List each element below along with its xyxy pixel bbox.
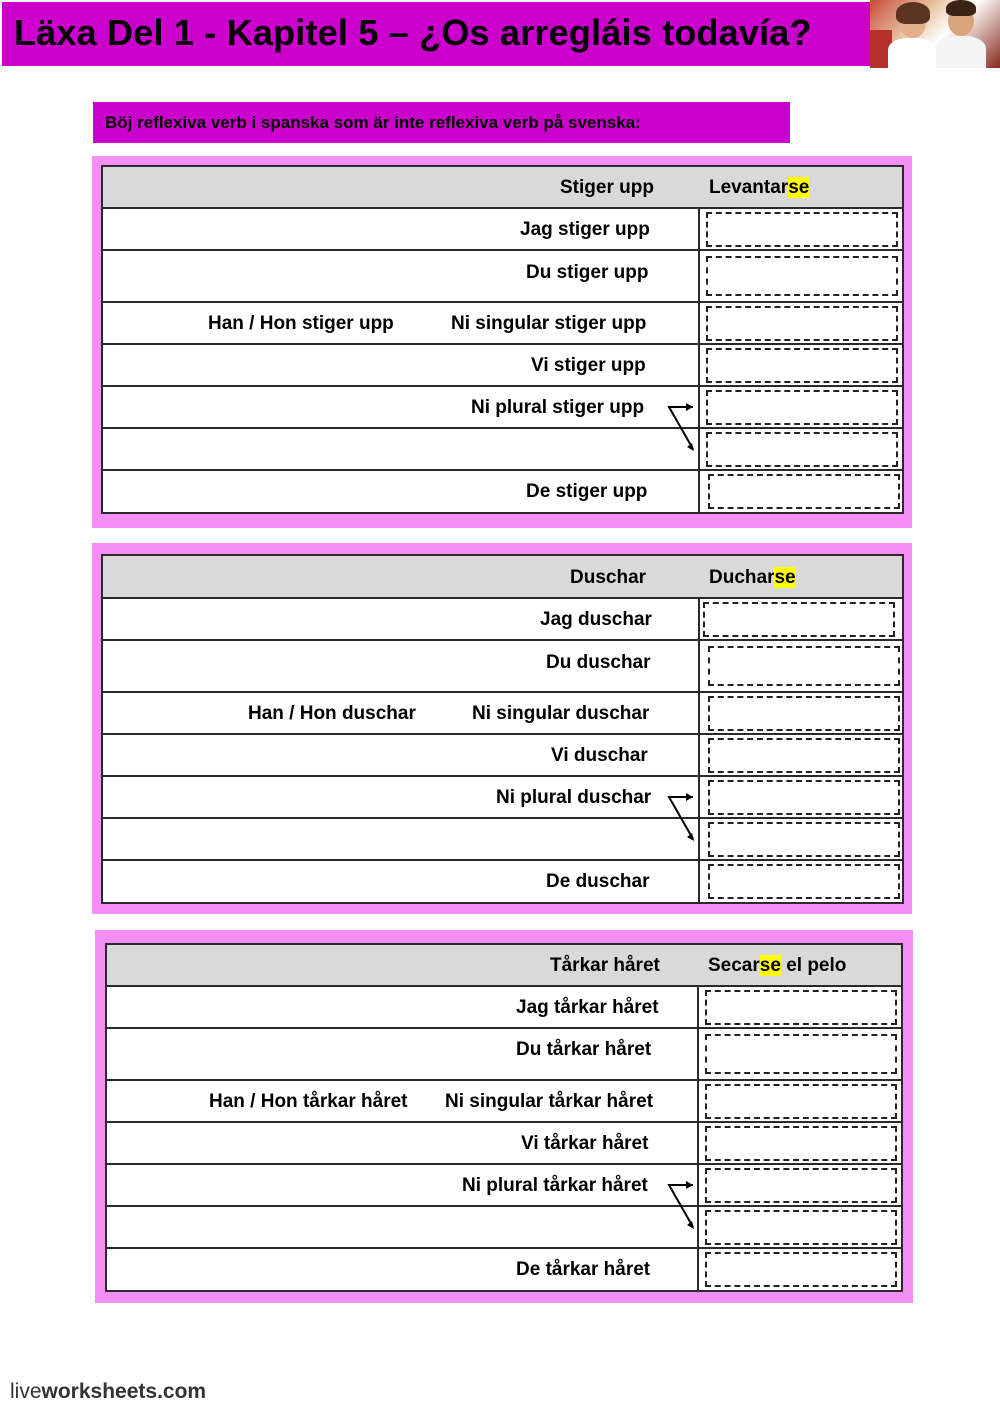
table-row xyxy=(103,209,902,251)
answer-box-de[interactable] xyxy=(708,864,900,899)
header-spanish: Levantarse xyxy=(709,177,810,198)
verb-table-3 xyxy=(105,943,903,1292)
table-header-row xyxy=(103,556,902,599)
answer-box-han-hon[interactable] xyxy=(705,1084,897,1119)
instruction-banner xyxy=(93,102,790,143)
table-row xyxy=(103,641,902,693)
verb-table-2 xyxy=(101,554,904,904)
verb-table-1 xyxy=(101,165,904,514)
footer-brand-tld: .com xyxy=(157,1380,207,1403)
table-row xyxy=(103,387,902,429)
table-row xyxy=(107,1249,901,1290)
row-ni-plural-label: Ni plural stiger upp xyxy=(471,397,645,418)
answer-box-han-hon[interactable] xyxy=(708,696,900,731)
answer-box-jag[interactable] xyxy=(705,990,897,1025)
answer-box-ni-plural-1[interactable] xyxy=(708,780,900,815)
answer-box-jag[interactable] xyxy=(703,602,895,637)
header-spanish: Secarse el pelo xyxy=(708,955,847,976)
header-swedish: Duschar xyxy=(570,567,647,588)
header-spanish: Ducharse xyxy=(709,567,796,588)
table-row xyxy=(107,1081,901,1123)
header-swedish: Tårkar håret xyxy=(550,955,660,976)
couple-photo-icon xyxy=(870,0,1000,68)
table-header-row xyxy=(107,945,901,987)
row-ni-singular-label: Ni singular duschar xyxy=(472,703,650,724)
answer-box-de[interactable] xyxy=(708,474,900,509)
page-title: Läxa Del 1 - Kapitel 5 – ¿Os arregláis todavía? xyxy=(14,12,812,53)
header-swedish: Stiger upp xyxy=(560,177,654,198)
table-row xyxy=(107,987,901,1029)
table-row xyxy=(103,303,902,345)
title-bar xyxy=(2,2,870,66)
table-row xyxy=(103,777,902,819)
row-han-hon-label: Han / Hon duschar xyxy=(248,703,416,724)
row-de-label: De tårkar håret xyxy=(516,1259,651,1280)
row-jag-label: Jag tårkar håret xyxy=(516,997,659,1018)
row-du-label: Du duschar xyxy=(546,652,651,673)
answer-box-ni-plural-2[interactable] xyxy=(705,1210,897,1245)
table-row xyxy=(107,1207,901,1249)
footer-brand-light: live xyxy=(10,1380,42,1403)
footer-brand xyxy=(10,1380,206,1404)
answer-box-vi[interactable] xyxy=(705,1126,897,1161)
row-du-label: Du stiger upp xyxy=(526,262,649,283)
row-jag-label: Jag stiger upp xyxy=(520,219,650,240)
table-row xyxy=(107,1029,901,1081)
table-row xyxy=(103,599,902,641)
answer-box-de[interactable] xyxy=(705,1252,897,1287)
table-header-row xyxy=(103,167,902,209)
table-row xyxy=(103,819,902,861)
row-de-label: De duschar xyxy=(546,871,650,892)
table-row xyxy=(103,251,902,303)
table-row xyxy=(107,1165,901,1207)
answer-box-ni-plural-2[interactable] xyxy=(706,432,898,467)
answer-box-du[interactable] xyxy=(706,256,898,296)
answer-box-du[interactable] xyxy=(708,646,900,686)
row-ni-singular-label: Ni singular tårkar håret xyxy=(445,1091,654,1112)
row-han-hon-label: Han / Hon stiger upp xyxy=(208,313,394,334)
answer-box-ni-plural-2[interactable] xyxy=(708,822,900,857)
table-row xyxy=(103,861,902,902)
instruction-text: Böj reflexiva verb i spanska som är inte reflexiva verb på svenska: xyxy=(105,113,641,132)
row-vi-label: Vi duschar xyxy=(551,745,648,766)
verb-table-frame-2 xyxy=(92,543,912,914)
split-arrow-icon xyxy=(663,791,699,851)
row-ni-plural-label: Ni plural tårkar håret xyxy=(462,1175,648,1196)
row-de-label: De stiger upp xyxy=(526,481,648,502)
table-row xyxy=(103,693,902,735)
table-row xyxy=(107,1123,901,1165)
answer-box-jag[interactable] xyxy=(706,212,898,247)
split-arrow-icon xyxy=(663,1179,699,1239)
answer-box-du[interactable] xyxy=(705,1034,897,1074)
table-row xyxy=(103,735,902,777)
row-ni-singular-label: Ni singular stiger upp xyxy=(451,313,647,334)
split-arrow-icon xyxy=(663,401,699,461)
table-row xyxy=(103,429,902,471)
row-vi-label: Vi stiger upp xyxy=(531,355,646,376)
row-du-label: Du tårkar håret xyxy=(516,1039,652,1060)
answer-box-vi[interactable] xyxy=(706,348,898,383)
verb-table-frame-3 xyxy=(95,930,913,1303)
table-row xyxy=(103,471,902,512)
row-jag-label: Jag duschar xyxy=(540,609,652,630)
table-row xyxy=(103,345,902,387)
row-vi-label: Vi tårkar håret xyxy=(521,1133,649,1154)
answer-box-han-hon[interactable] xyxy=(706,306,898,341)
verb-table-frame-1 xyxy=(92,156,912,528)
answer-box-ni-plural-1[interactable] xyxy=(705,1168,897,1203)
answer-box-ni-plural-1[interactable] xyxy=(706,390,898,425)
row-han-hon-label: Han / Hon tårkar håret xyxy=(209,1091,408,1112)
footer-brand-bold: worksheets xyxy=(41,1380,158,1403)
answer-box-vi[interactable] xyxy=(708,738,900,773)
row-ni-plural-label: Ni plural duschar xyxy=(496,787,652,808)
